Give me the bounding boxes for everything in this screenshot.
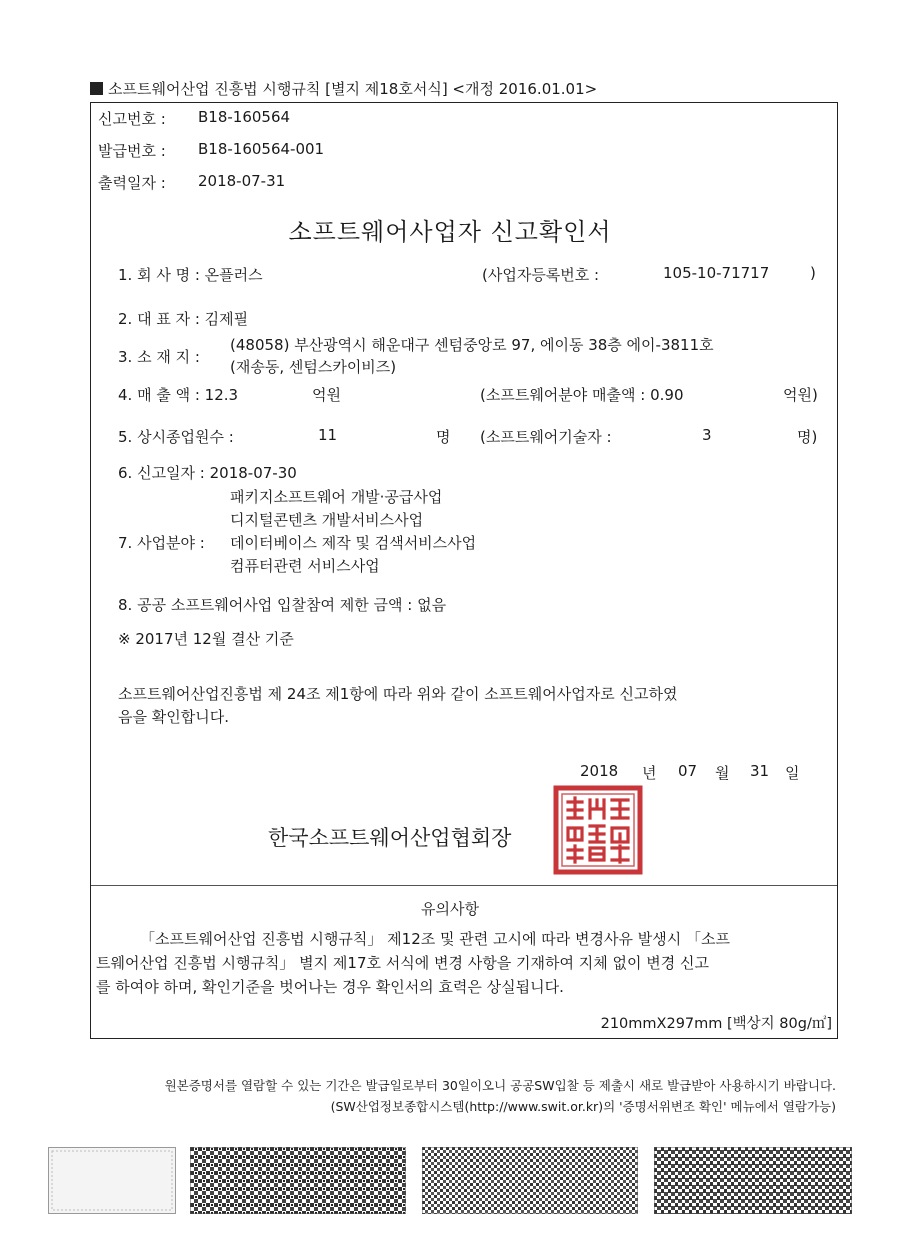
verification-stamp-icon bbox=[48, 1147, 176, 1214]
field-sales: 4. 매 출 액 : 12.3 bbox=[118, 386, 239, 404]
field-address-label: 3. 소 재 지 : bbox=[118, 348, 200, 366]
field-ceo: 2. 대 표 자 : 김제필 bbox=[118, 310, 249, 328]
field-report-date: 6. 신고일자 : 2018-07-30 bbox=[118, 464, 297, 482]
2d-barcode-icon bbox=[654, 1147, 852, 1214]
meta-report-no: 신고번호 : B18-160564 bbox=[98, 108, 291, 128]
paper-spec: 210mmX297mm [백상지 80g/㎡] bbox=[600, 1016, 832, 1032]
document-title: 소프트웨어사업자 신고확인서 bbox=[288, 218, 612, 246]
2d-barcode-icon bbox=[190, 1147, 406, 1214]
field-tech-unit: 명) bbox=[797, 428, 818, 446]
2d-barcode-icon bbox=[422, 1147, 638, 1214]
date-day: 31 bbox=[750, 762, 770, 780]
statement-line1: 소프트웨어산업진흥법 제 24조 제1항에 따라 위와 같이 소프트웨어사업자로 신고하였 bbox=[118, 685, 678, 703]
field-address-line1: (48058) 부산광역시 해운대구 센텀중앙로 97, 에이동 38층 에이-3811호 bbox=[230, 336, 714, 354]
field-employee-unit: 명 bbox=[436, 428, 451, 446]
business-item: 데이터베이스 제작 및 검색서비스사업 bbox=[230, 534, 477, 552]
date-day-unit: 일 bbox=[785, 764, 800, 782]
field-tech-count: 3 bbox=[702, 426, 712, 444]
business-item: 패키지소프트웨어 개발·공급사업 bbox=[230, 488, 443, 506]
date-month-unit: 월 bbox=[715, 764, 730, 782]
business-item: 컴퓨터관련 서비스사업 bbox=[230, 557, 380, 575]
date-month: 07 bbox=[678, 762, 698, 780]
field-sales-unit: 억원 bbox=[312, 386, 341, 404]
form-header bbox=[90, 78, 597, 99]
field-reg-value: 105-10-71717 bbox=[663, 264, 770, 282]
meta-print-date: 출력일자 : 2018-07-31 bbox=[98, 172, 286, 192]
issuer-name: 한국소프트웨어산업협회장 bbox=[268, 826, 512, 850]
field-sw-sales-unit: 억원) bbox=[783, 386, 818, 404]
date-year-unit: 년 bbox=[642, 764, 657, 782]
notice-title: 유의사항 bbox=[421, 900, 479, 918]
official-seal-icon bbox=[552, 784, 644, 876]
field-tech-label: (소프트웨어기술자 : bbox=[480, 428, 612, 446]
field-employee-count: 11 bbox=[318, 426, 338, 444]
field-business-label: 7. 사업분야 : bbox=[118, 534, 205, 552]
settlement-basis-note: ※ 2017년 12월 결산 기준 bbox=[118, 630, 294, 648]
field-reg-close: ) bbox=[810, 264, 816, 282]
form-header-text: 소프트웨어산업 진흥법 시행규칙 [별지 제18호서식] <개정 2016.01.01> bbox=[108, 80, 598, 98]
field-address-line2: (재송동, 센텀스카이비즈) bbox=[230, 358, 397, 376]
field-sw-sales: (소프트웨어분야 매출액 : 0.90 bbox=[480, 386, 684, 404]
field-company: 1. 회 사 명 : 온플러스 bbox=[118, 266, 263, 284]
date-year: 2018 bbox=[580, 762, 619, 780]
field-bid-limit: 8. 공공 소프트웨어사업 입찰참여 제한 금액 : 없음 bbox=[118, 596, 447, 614]
field-employees: 5. 상시종업원수 : bbox=[118, 428, 234, 446]
field-reg-label: (사업자등록번호 : bbox=[482, 266, 600, 284]
notice-line2: 트웨어산업 진흥법 시행규칙」 별지 제17호 서식에 변경 사항을 기재하여 지체 없이 변경 신고 bbox=[96, 954, 709, 972]
notice-line1: 「소프트웨어산업 진흥법 시행규칙」 제12조 및 관련 고시에 따라 변경사유 발생시 「소프 bbox=[140, 930, 730, 948]
business-item: 디지털콘텐츠 개발서비스사업 bbox=[230, 511, 424, 529]
notice-line3: 를 하여야 하며, 확인기준을 벗어나는 경우 확인서의 효력은 상실됩니다. bbox=[96, 978, 564, 996]
meta-issue-no: 발급번호 : B18-160564-001 bbox=[98, 140, 325, 160]
footer-line2: (SW산업정보종합시스템(http://www.swit.or.kr)의 '증명서위변조 확인' 메뉴에서 열람가능) bbox=[330, 1099, 836, 1114]
square-bullet-icon bbox=[90, 82, 103, 95]
notice-divider bbox=[91, 885, 837, 886]
footer-line1: 원본증명서를 열람할 수 있는 기간은 발급일로부터 30일이오니 공공SW입찰 등 제출시 새로 발급받아 사용하시기 바랍니다. bbox=[164, 1078, 836, 1093]
statement-line2: 음을 확인합니다. bbox=[118, 708, 229, 726]
